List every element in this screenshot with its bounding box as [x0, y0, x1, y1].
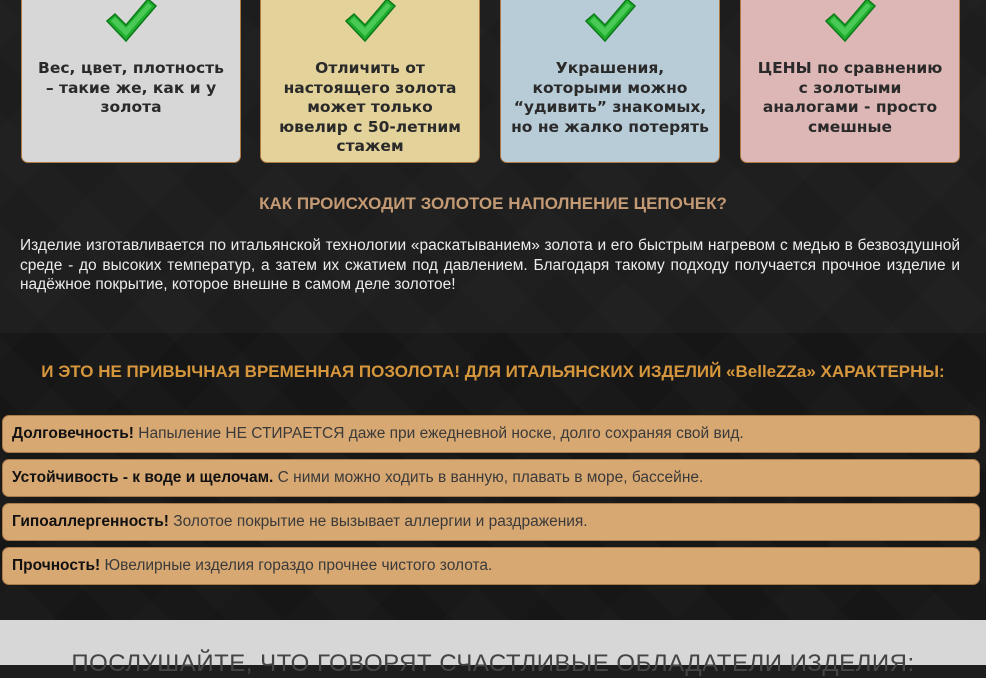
benefit-card-prices — [740, 0, 960, 163]
benefit-card-text: Отличить от настоящего золота может только ювелир с 50-летним стажем — [279, 59, 461, 155]
benefit-card-jeweler — [260, 0, 480, 163]
benefit-card-text: ЦЕНЫ по сравнению с золотыми аналогами - просто смешные — [757, 59, 943, 136]
green-checkmark-icon — [342, 0, 398, 47]
feature-title: Долговечность! — [12, 425, 134, 442]
features-heading: И ЭТО НЕ ПРИВЫЧНАЯ ВРЕМЕННАЯ ПОЗОЛОТА! ДЛЯ ИТАЛЬЯНСКИХ ИЗДЕЛИЙ «BelleZZa» ХАРАКТЕРНЫ: — [41, 362, 945, 381]
feature-item-resistance — [2, 459, 980, 497]
feature-text: Ювелирные изделия гораздо прочнее чистого золота. — [100, 557, 493, 574]
process-heading: КАК ПРОИСХОДИТ ЗОЛОТОЕ НАПОЛНЕНИЕ ЦЕПОЧЕК? — [259, 194, 727, 213]
process-description: Изделие изготавливается по итальянской технологии «раскатыванием» золота и его быстрым нагревом с медью в безвоздушной среде - до высоких температур, а затем их сжатием под давлением. Благодаря такому подходу получается прочное изделие и надёжное покрытие, которое внешне в самом деле золотое! — [20, 237, 960, 293]
feature-item-hypoallergenic — [2, 503, 980, 541]
feature-text: Напыление НЕ СТИРАЕТСЯ даже при ежедневной носке, долго сохраняя свой вид. — [133, 425, 744, 442]
feature-title: Прочность! — [12, 557, 101, 574]
feature-title: Гипоаллергенность! — [12, 513, 169, 530]
feature-text: С ними можно ходить в ванную, плавать в море, бассейне. — [273, 469, 704, 486]
feature-item-strength — [2, 547, 980, 585]
green-checkmark-icon — [103, 0, 159, 47]
feature-title: Устойчивость - к воде и щелочам. — [12, 469, 274, 486]
benefit-card-text: Украшения, которыми можно “удивить” знакомых, но не жалко потерять — [511, 59, 709, 136]
green-checkmark-icon — [822, 0, 878, 47]
benefit-card-weight — [21, 0, 241, 163]
feature-text: Золотое покрытие не вызывает аллергии и раздражения. — [168, 513, 588, 530]
benefit-card-text: Вес, цвет, плотность – такие же, как и у золота — [38, 59, 224, 116]
feature-item-durability — [2, 415, 980, 453]
green-checkmark-icon — [582, 0, 638, 47]
reviews-section — [0, 620, 986, 677]
reviews-heading: ПОСЛУШАЙТЕ, ЧТО ГОВОРЯТ СЧАСТЛИВЫЕ ОБЛАДАТЕЛИ ИЗДЕЛИЯ: — [71, 650, 915, 677]
benefit-card-surprise — [500, 0, 720, 163]
